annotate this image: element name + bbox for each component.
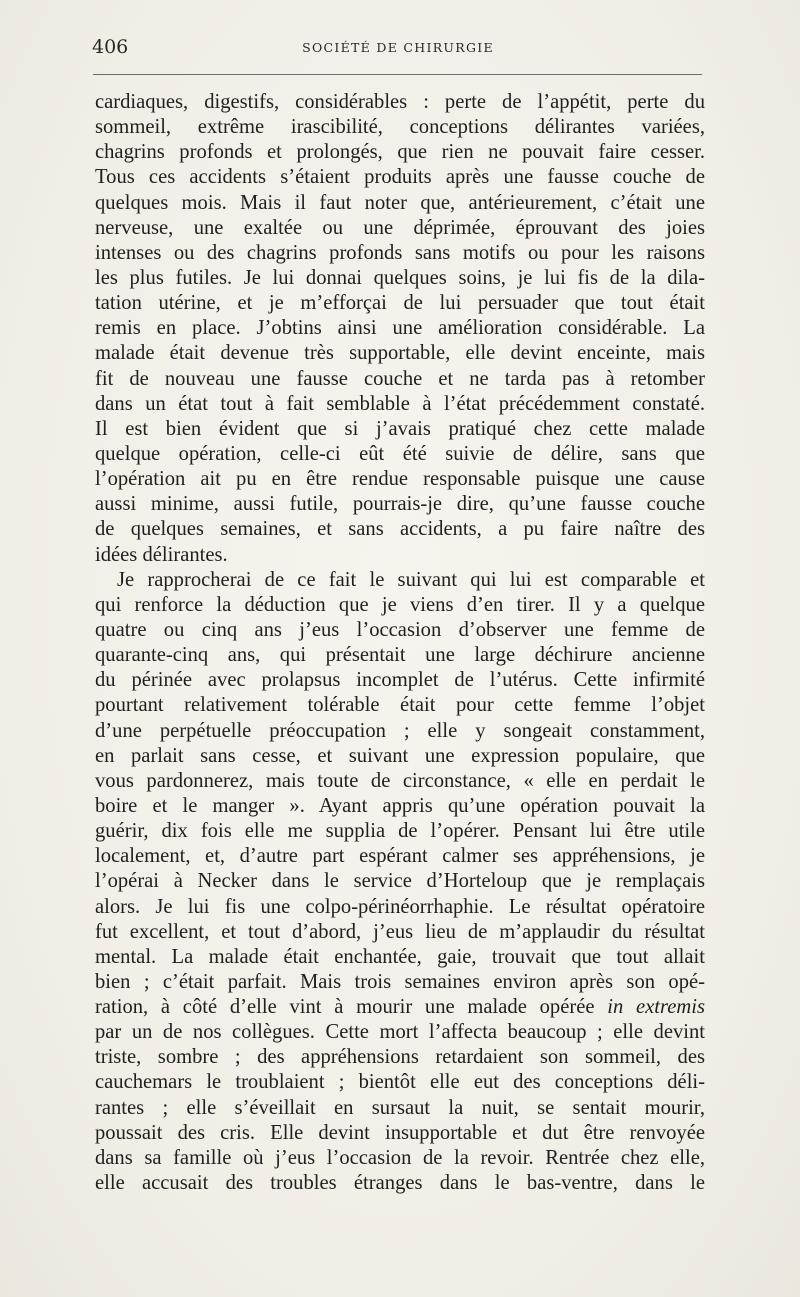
text-line: elle accusait des troubles étranges dans le bas-ventre, dans le bbox=[95, 1172, 705, 1195]
paragraph-start-line: Je rapprocherai de ce fait le suivant qui lui est comparable et bbox=[117, 568, 705, 591]
text-line: fut excellent, et tout d’abord, j’eus lieu de m’applaudir du résultat bbox=[95, 920, 705, 943]
text-line: cardiaques, digestifs, considérables : perte de l’appétit, perte du bbox=[95, 91, 705, 113]
text-line: l’opération ait pu en être rendue responsable puisque une cause bbox=[95, 468, 705, 491]
text-line: du périnée avec prolapsus incomplet de l’utérus. Cette infirmité bbox=[95, 669, 705, 692]
body-text bbox=[95, 90, 705, 1196]
text-line: fit de nouveau une fausse couche et ne tarda pas à retomber bbox=[95, 367, 705, 390]
text-line: dans sa famille où j’eus l’occasion de la revoir. Rentrée chez elle, bbox=[95, 1146, 705, 1169]
text-line: malade était devenue très supportable, elle devint enceinte, mais bbox=[95, 342, 705, 365]
text-line: intenses ou des chagrins profonds sans motifs ou pour les raisons bbox=[95, 241, 705, 264]
text-line: par un de nos collègues. Cette mort l’affecta beaucoup ; elle devint bbox=[95, 1021, 705, 1044]
text-line: quelques mois. Mais il faut noter que, antérieurement, c’était une bbox=[95, 191, 705, 214]
text-line: guérir, dix fois elle me supplia de l’opérer. Pensant lui être utile bbox=[95, 820, 705, 843]
page-number: 406 bbox=[92, 36, 129, 58]
text-line: aussi minime, aussi futile, pourrais-je dire, qu’une fausse couche bbox=[95, 493, 705, 516]
text-line: localement, et, d’autre part espérant calmer ses appréhensions, je bbox=[95, 845, 705, 868]
running-title: SOCIÉTÉ DE CHIRURGIE bbox=[302, 40, 494, 55]
text-line: dans un état tout à fait semblable à l’état précédemment constaté. bbox=[95, 392, 705, 415]
text-line: sommeil, extrême irascibilité, conceptions délirantes variées, bbox=[95, 116, 705, 139]
text-line: rantes ; elle s’éveillait en sursaut la nuit, se sentait mourir, bbox=[95, 1096, 705, 1119]
text-line: l’opérai à Necker dans le service d’Horteloup que je remplaçais bbox=[95, 870, 705, 893]
text-line: remis en place. J’obtins ainsi une amélioration considérable. La bbox=[95, 317, 705, 340]
text-line: vous pardonnerez, mais toute de circonstance, « elle en perdait le bbox=[95, 769, 705, 792]
text-line-segment: ration, à côté d’elle vint à mourir une malade opérée bbox=[95, 996, 595, 1019]
header-rule bbox=[93, 74, 702, 75]
text-line: pourtant relativement tolérable était pour cette femme l’objet bbox=[95, 694, 705, 717]
text-line: quatre ou cinq ans j’eus l’occasion d’observer une femme de bbox=[95, 618, 705, 641]
text-line: de quelques semaines, et sans accidents, a pu faire naître des bbox=[95, 518, 705, 541]
text-line: quarante-cinq ans, qui présentait une large déchirure ancienne bbox=[95, 644, 705, 667]
text-line: boire et le manger ». Ayant appris qu’une opération pouvait la bbox=[95, 794, 705, 817]
text-line: mental. La malade était enchantée, gaie, trouvait que tout allait bbox=[95, 945, 705, 968]
text-line: bien ; c’était parfait. Mais trois semaines environ après son opé- bbox=[95, 970, 705, 993]
text-line: poussait des cris. Elle devint insupportable et dut être renvoyée bbox=[95, 1121, 705, 1144]
text-line: triste, sombre ; des appréhensions retardaient son sommeil, des bbox=[95, 1046, 705, 1069]
text-line: en parlait sans cesse, et suivant une expression populaire, que bbox=[95, 744, 705, 767]
text-line-with-italic bbox=[95, 995, 705, 1020]
italic-phrase: in extremis bbox=[607, 996, 705, 1019]
text-line: Il est bien évident que si j’avais pratiqué chez cette malade bbox=[95, 417, 705, 440]
text-line: idées délirantes. bbox=[95, 543, 228, 566]
text-line: nerveuse, une exaltée ou une déprimée, éprouvant des joies bbox=[95, 216, 705, 239]
text-line: qui renforce la déduction que je viens d’en tirer. Il y a quelque bbox=[95, 593, 705, 616]
text-line: alors. Je lui fis une colpo-périnéorrhaphie. Le résultat opératoire bbox=[95, 895, 705, 918]
page-header bbox=[92, 38, 704, 58]
text-line: tation utérine, et je m’efforçai de lui persuader que tout était bbox=[95, 292, 705, 315]
text-line: quelque opération, celle-ci eût été suivie de délire, sans que bbox=[95, 442, 705, 465]
text-line: les plus futiles. Je lui donnai quelques soins, je lui fis de la dila- bbox=[95, 266, 705, 289]
text-line: chagrins profonds et prolongés, que rien ne pouvait faire cesser. bbox=[95, 141, 705, 164]
text-line: d’une perpétuelle préoccupation ; elle y songeait constamment, bbox=[95, 719, 705, 742]
text-line: Tous ces accidents s’étaient produits après une fausse couche de bbox=[95, 166, 705, 189]
text-line: cauchemars le troublaient ; bientôt elle eut des conceptions déli- bbox=[95, 1071, 705, 1094]
